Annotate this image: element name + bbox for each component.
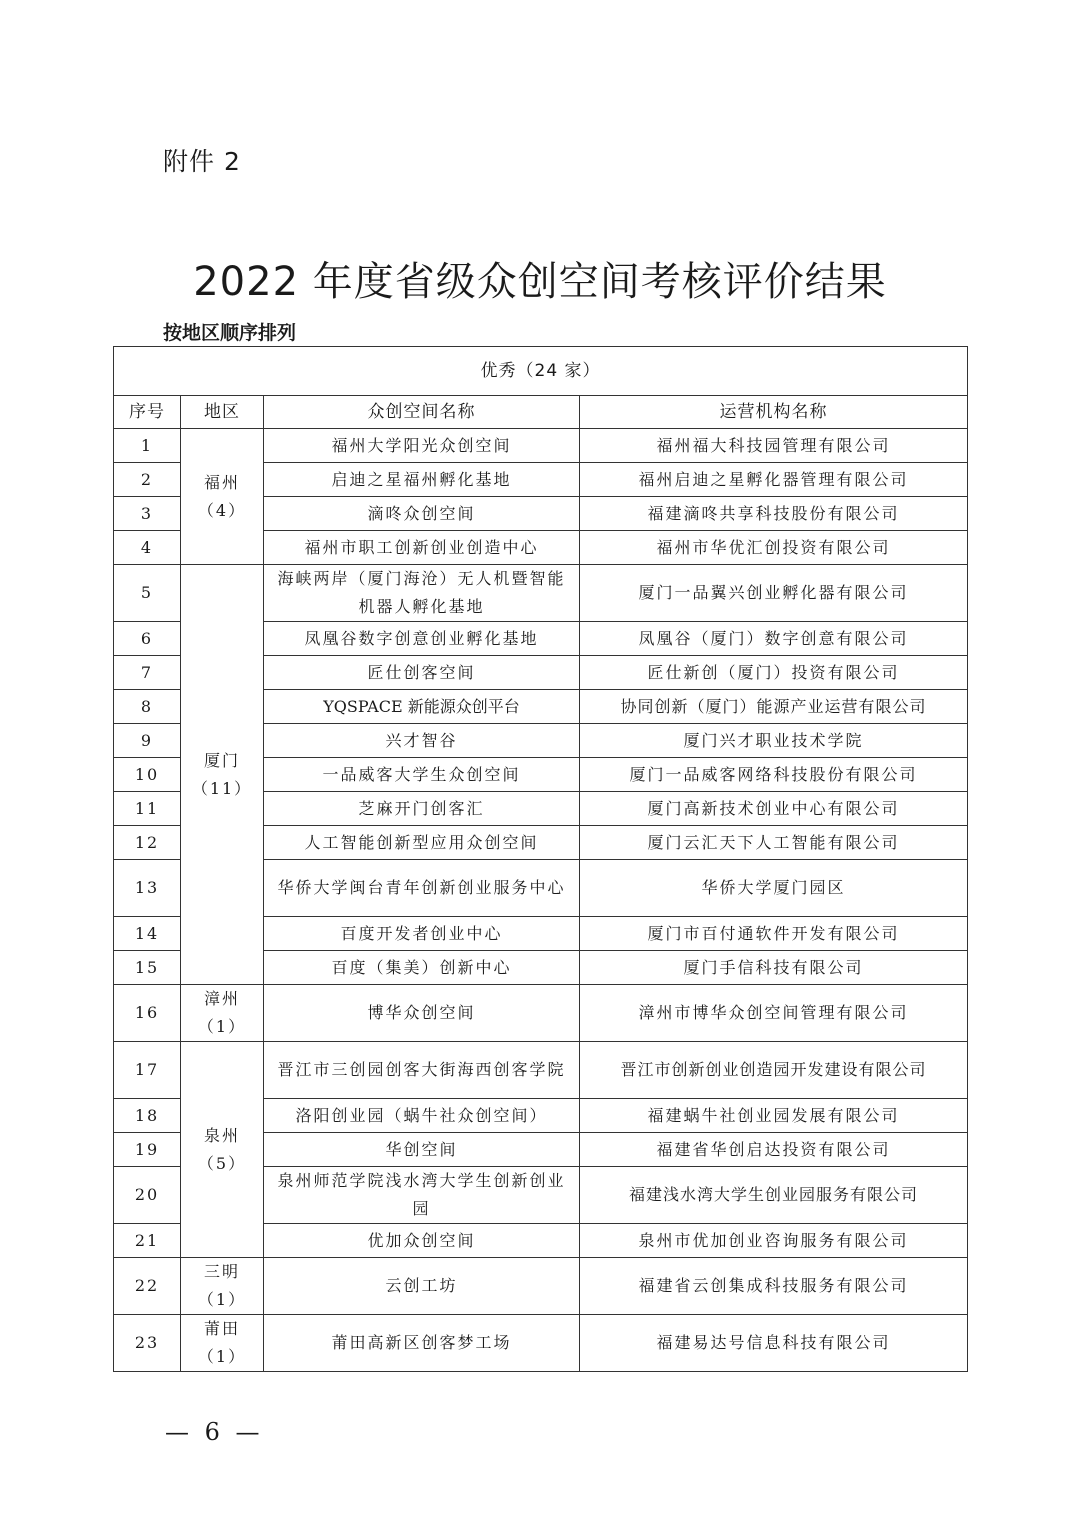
- region-count: （1）: [197, 1290, 247, 1309]
- space-name: 兴才智谷: [264, 724, 580, 758]
- operator-name: 凤凰谷（厦门）数字创意有限公司: [580, 622, 968, 656]
- space-name: 莆田高新区创客梦工场: [264, 1315, 580, 1372]
- row-number: 10: [114, 758, 181, 792]
- row-number: 21: [114, 1224, 181, 1258]
- region-name: 厦门: [203, 750, 240, 770]
- space-name: 博华众创空间: [264, 985, 580, 1042]
- space-name: 福州市职工创新创业创造中心: [264, 531, 580, 565]
- operator-name: 华侨大学厦门园区: [580, 860, 968, 917]
- row-number: 8: [114, 690, 181, 724]
- document-subtitle: 按地区顺序排列: [163, 322, 297, 344]
- space-name: 洛阳创业园（蜗牛社众创空间）: [264, 1099, 580, 1133]
- space-name: 百度开发者创业中心: [264, 917, 580, 951]
- space-name: 芝麻开门创客汇: [264, 792, 580, 826]
- operator-name: 厦门手信科技有限公司: [580, 951, 968, 985]
- row-number: 12: [114, 826, 181, 860]
- row-number: 23: [114, 1315, 181, 1372]
- header-no: 序号: [114, 396, 181, 429]
- table-row: [114, 985, 968, 1042]
- operator-name: 福州福大科技园管理有限公司: [580, 429, 968, 463]
- row-number: 14: [114, 917, 181, 951]
- row-number: 17: [114, 1042, 181, 1099]
- category-header: 优秀（24 家）: [114, 347, 968, 396]
- row-number: 22: [114, 1258, 181, 1315]
- region-name: 泉州: [203, 1125, 240, 1145]
- document-title: 2022 年度省级众创空间考核评价结果: [193, 259, 887, 305]
- region-cell: [181, 985, 264, 1042]
- results-table: [113, 346, 968, 1372]
- space-name: 华创空间: [264, 1133, 580, 1167]
- space-name: 福州大学阳光众创空间: [264, 429, 580, 463]
- operator-name: 厦门兴才职业技术学院: [580, 724, 968, 758]
- region-name: 漳州: [203, 989, 240, 1008]
- region-cell: [181, 429, 264, 565]
- region-count: （1）: [197, 1347, 247, 1366]
- region-count: （4）: [197, 500, 247, 520]
- region-count: （5）: [197, 1153, 247, 1173]
- row-number: 16: [114, 985, 181, 1042]
- operator-name: 福建易达号信息科技有限公司: [580, 1315, 968, 1372]
- operator-name: 漳州市博华众创空间管理有限公司: [580, 985, 968, 1042]
- operator-name: 匠仕新创（厦门）投资有限公司: [580, 656, 968, 690]
- operator-name: 厦门一品威客网络科技股份有限公司: [580, 758, 968, 792]
- space-name: 优加众创空间: [264, 1224, 580, 1258]
- region-cell: [181, 1042, 264, 1258]
- space-name: 匠仕创客空间: [264, 656, 580, 690]
- row-number: 5: [114, 565, 181, 622]
- space-name: 人工智能创新型应用众创空间: [264, 826, 580, 860]
- table-row: [114, 1315, 968, 1372]
- operator-name: 福建滴咚共享科技股份有限公司: [580, 497, 968, 531]
- space-name: 启迪之星福州孵化基地: [264, 463, 580, 497]
- region-name: 三明: [203, 1262, 240, 1281]
- space-name: 凤凰谷数字创意创业孵化基地: [264, 622, 580, 656]
- region-name: 福州: [203, 472, 240, 492]
- space-name: 云创工坊: [264, 1258, 580, 1315]
- operator-name: 福建省云创集成科技服务有限公司: [580, 1258, 968, 1315]
- row-number: 18: [114, 1099, 181, 1133]
- row-number: 19: [114, 1133, 181, 1167]
- space-name: 滴咚众创空间: [264, 497, 580, 531]
- row-number: 1: [114, 429, 181, 463]
- operator-name: 福州启迪之星孵化器管理有限公司: [580, 463, 968, 497]
- space-name: 泉州师范学院浅水湾大学生创新创业园: [264, 1167, 580, 1224]
- row-number: 2: [114, 463, 181, 497]
- row-number: 3: [114, 497, 181, 531]
- space-name: 华侨大学闽台青年创新创业服务中心: [264, 860, 580, 917]
- region-cell: [181, 1315, 264, 1372]
- operator-name: 福建浅水湾大学生创业园服务有限公司: [580, 1167, 968, 1224]
- row-number: 11: [114, 792, 181, 826]
- operator-name: 福州市华优汇创投资有限公司: [580, 531, 968, 565]
- space-name: 晋江市三创园创客大街海西创客学院: [264, 1042, 580, 1099]
- operator-name: 福建蜗牛社创业园发展有限公司: [580, 1099, 968, 1133]
- table-row: [114, 429, 968, 463]
- region-count: （11）: [191, 778, 253, 798]
- space-name: 海峡两岸（厦门海沧）无人机暨智能机器人孵化基地: [264, 565, 580, 622]
- row-number: 15: [114, 951, 181, 985]
- region-cell: [181, 565, 264, 985]
- region-count: （1）: [197, 1017, 247, 1036]
- operator-name: 晋江市创新创业创造园开发建设有限公司: [580, 1042, 968, 1099]
- operator-name: 福建省华创启达投资有限公司: [580, 1133, 968, 1167]
- attachment-label: 附件 2: [163, 147, 241, 176]
- table-row: [114, 1258, 968, 1315]
- table-row: [114, 1042, 968, 1099]
- operator-name: 厦门一品翼兴创业孵化器有限公司: [580, 565, 968, 622]
- region-name: 莆田: [203, 1319, 240, 1338]
- row-number: 4: [114, 531, 181, 565]
- table-row: [114, 565, 968, 622]
- region-cell: [181, 1258, 264, 1315]
- space-name: 百度（集美）创新中心: [264, 951, 580, 985]
- page-number: — 6 —: [165, 1418, 264, 1446]
- operator-name: 厦门云汇天下人工智能有限公司: [580, 826, 968, 860]
- row-number: 9: [114, 724, 181, 758]
- header-space: 众创空间名称: [264, 396, 580, 429]
- row-number: 20: [114, 1167, 181, 1224]
- header-operator: 运营机构名称: [580, 396, 968, 429]
- space-name: YQSPACE 新能源众创平台: [264, 690, 580, 724]
- operator-name: 厦门市百付通软件开发有限公司: [580, 917, 968, 951]
- header-region: 地区: [181, 396, 264, 429]
- row-number: 7: [114, 656, 181, 690]
- space-name: 一品威客大学生众创空间: [264, 758, 580, 792]
- row-number: 6: [114, 622, 181, 656]
- operator-name: 厦门高新技术创业中心有限公司: [580, 792, 968, 826]
- operator-name: 泉州市优加创业咨询服务有限公司: [580, 1224, 968, 1258]
- operator-name: 协同创新（厦门）能源产业运营有限公司: [580, 690, 968, 724]
- row-number: 13: [114, 860, 181, 917]
